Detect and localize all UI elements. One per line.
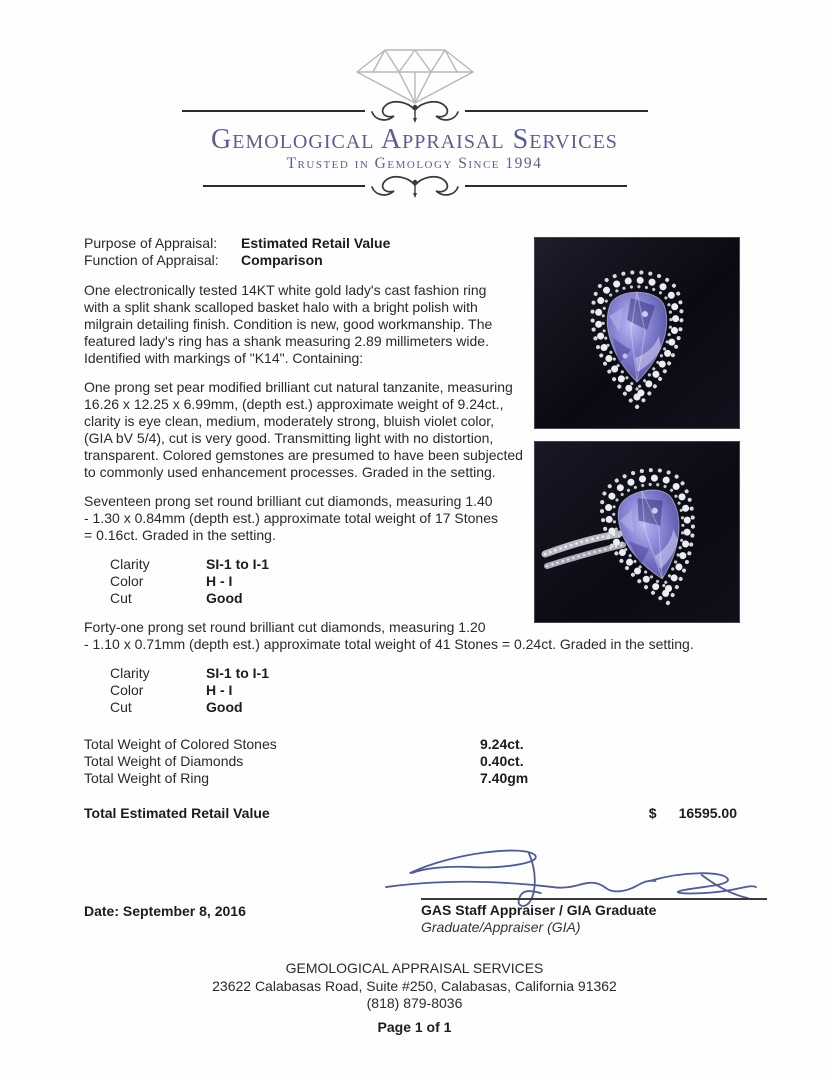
footer-phone: (818) 879-8036 [366,995,463,1011]
total-retail-value-amount: 16595.00 [678,805,737,821]
ring-photos [534,237,740,623]
signature-line [421,898,767,900]
paragraph-line: featured lady's ring has a shank measuring 2.89 millimeters wide. [84,333,489,349]
grade-value: H - I [206,682,233,698]
weight-totals [84,736,765,787]
grade-label: Clarity [110,556,150,572]
currency-symbol: $ [648,805,657,821]
grade-value: SI-1 to I-1 [206,665,270,681]
paragraph-line: - 1.10 x 0.71mm (depth est.) approximate total weight of 41 Stones = 0.24ct. Graded in the setting. [84,636,694,652]
total-retail-value-label: Total Estimated Retail Value [84,805,270,821]
total-retail-value-row [84,805,765,822]
divider-line [465,110,648,112]
paragraph-line: Forty-one prong set round brilliant cut diamonds, measuring 1.20 [84,619,486,635]
appraiser-title: GAS Staff Appraiser / GIA Graduate [421,902,657,918]
paragraph-line: clarity is eye clean, medium, moderately strong, bluish violet color, [84,413,495,429]
totals-value: 0.40ct. [480,753,524,769]
paragraph-line: Seventeen prong set round brilliant cut diamonds, measuring 1.40 [84,493,493,509]
paragraph-line: One prong set pear modified brilliant cut natural tanzanite, measuring [84,379,513,395]
footer-company: GEMOLOGICAL APPRAISAL SERVICES [285,960,544,976]
grade-row [110,665,765,682]
brand-title: Gemological Appraisal Services [211,124,618,155]
totals-row [84,736,765,753]
purpose-label: Purpose of Appraisal: [84,235,218,251]
divider-line [203,185,365,187]
appraiser-block [421,902,656,936]
totals-label: Total Weight of Colored Stones [84,736,277,752]
scroll-flourish-icon [369,98,461,124]
function-label: Function of Appraisal: [84,252,219,268]
paragraph-line: with a split shank scalloped basket halo with a bright polish with [84,299,478,315]
purpose-value: Estimated Retail Value [241,235,391,251]
grade-row [110,699,765,716]
grade-label: Clarity [110,665,150,681]
paragraph-line: (GIA bV 5/4), cut is very good. Transmitting light with no distortion, [84,430,494,446]
ornament-divider-bottom [203,174,627,198]
diamonds41-grade-table [110,665,765,716]
totals-row [84,770,765,787]
grade-row [110,682,765,699]
appraisal-body [84,235,765,950]
paragraph-line: = 0.16ct. Graded in the setting. [84,527,276,543]
brand-tagline: Trusted in Gemology Since 1994 [286,155,543,172]
ornament-divider-top [182,99,648,123]
divider-line [465,185,627,187]
letterhead [0,0,829,198]
totals-label: Total Weight of Ring [84,770,210,786]
paragraph-line: transparent. Colored gemstones are presumed to have been subjected [84,447,523,463]
grade-value: Good [206,590,243,606]
grade-label: Cut [110,590,132,606]
diamonds41-description [84,619,765,653]
page-number: Page 1 of 1 [377,1018,452,1035]
grade-value: Good [206,699,243,715]
grade-label: Cut [110,699,132,715]
totals-value: 9.24ct. [480,736,524,752]
grade-label: Color [110,573,144,589]
grade-value: H - I [206,573,233,589]
appraiser-subtitle: Graduate/Appraiser (GIA) [421,919,581,935]
paragraph-line: 16.26 x 12.25 x 6.99mm, (depth est.) approximate weight of 9.24ct., [84,396,504,412]
signature-area [84,846,765,950]
divider-line [182,110,365,112]
document-footer [0,960,829,1036]
paragraph-line: - 1.30 x 0.84mm (depth est.) approximate total weight of 17 Stones [84,510,498,526]
totals-label: Total Weight of Diamonds [84,753,244,769]
function-value: Comparison [241,252,323,268]
paragraph-line: One electronically tested 14KT white gold lady's cast fashion ring [84,282,487,298]
ring-side-view-photo [534,441,740,623]
ring-top-view-photo [534,237,740,429]
grade-label: Color [110,682,144,698]
paragraph-line: milgrain detailing finish. Condition is new, good workmanship. The [84,316,493,332]
paragraph-line: to commonly used enhancement processes. Graded in the setting. [84,464,496,480]
appraisal-date: Date: September 8, 2016 [84,903,246,919]
grade-value: SI-1 to I-1 [206,556,270,572]
signature-scribble [382,844,764,910]
paragraph-line: Identified with markings of "K14". Containing: [84,350,364,366]
totals-row [84,753,765,770]
totals-value: 7.40gm [480,770,529,786]
diamond-outline-icon [0,46,829,106]
footer-address: 23622 Calabasas Road, Suite #250, Calabasas, California 91362 [212,977,617,994]
scroll-flourish-icon [369,173,461,199]
